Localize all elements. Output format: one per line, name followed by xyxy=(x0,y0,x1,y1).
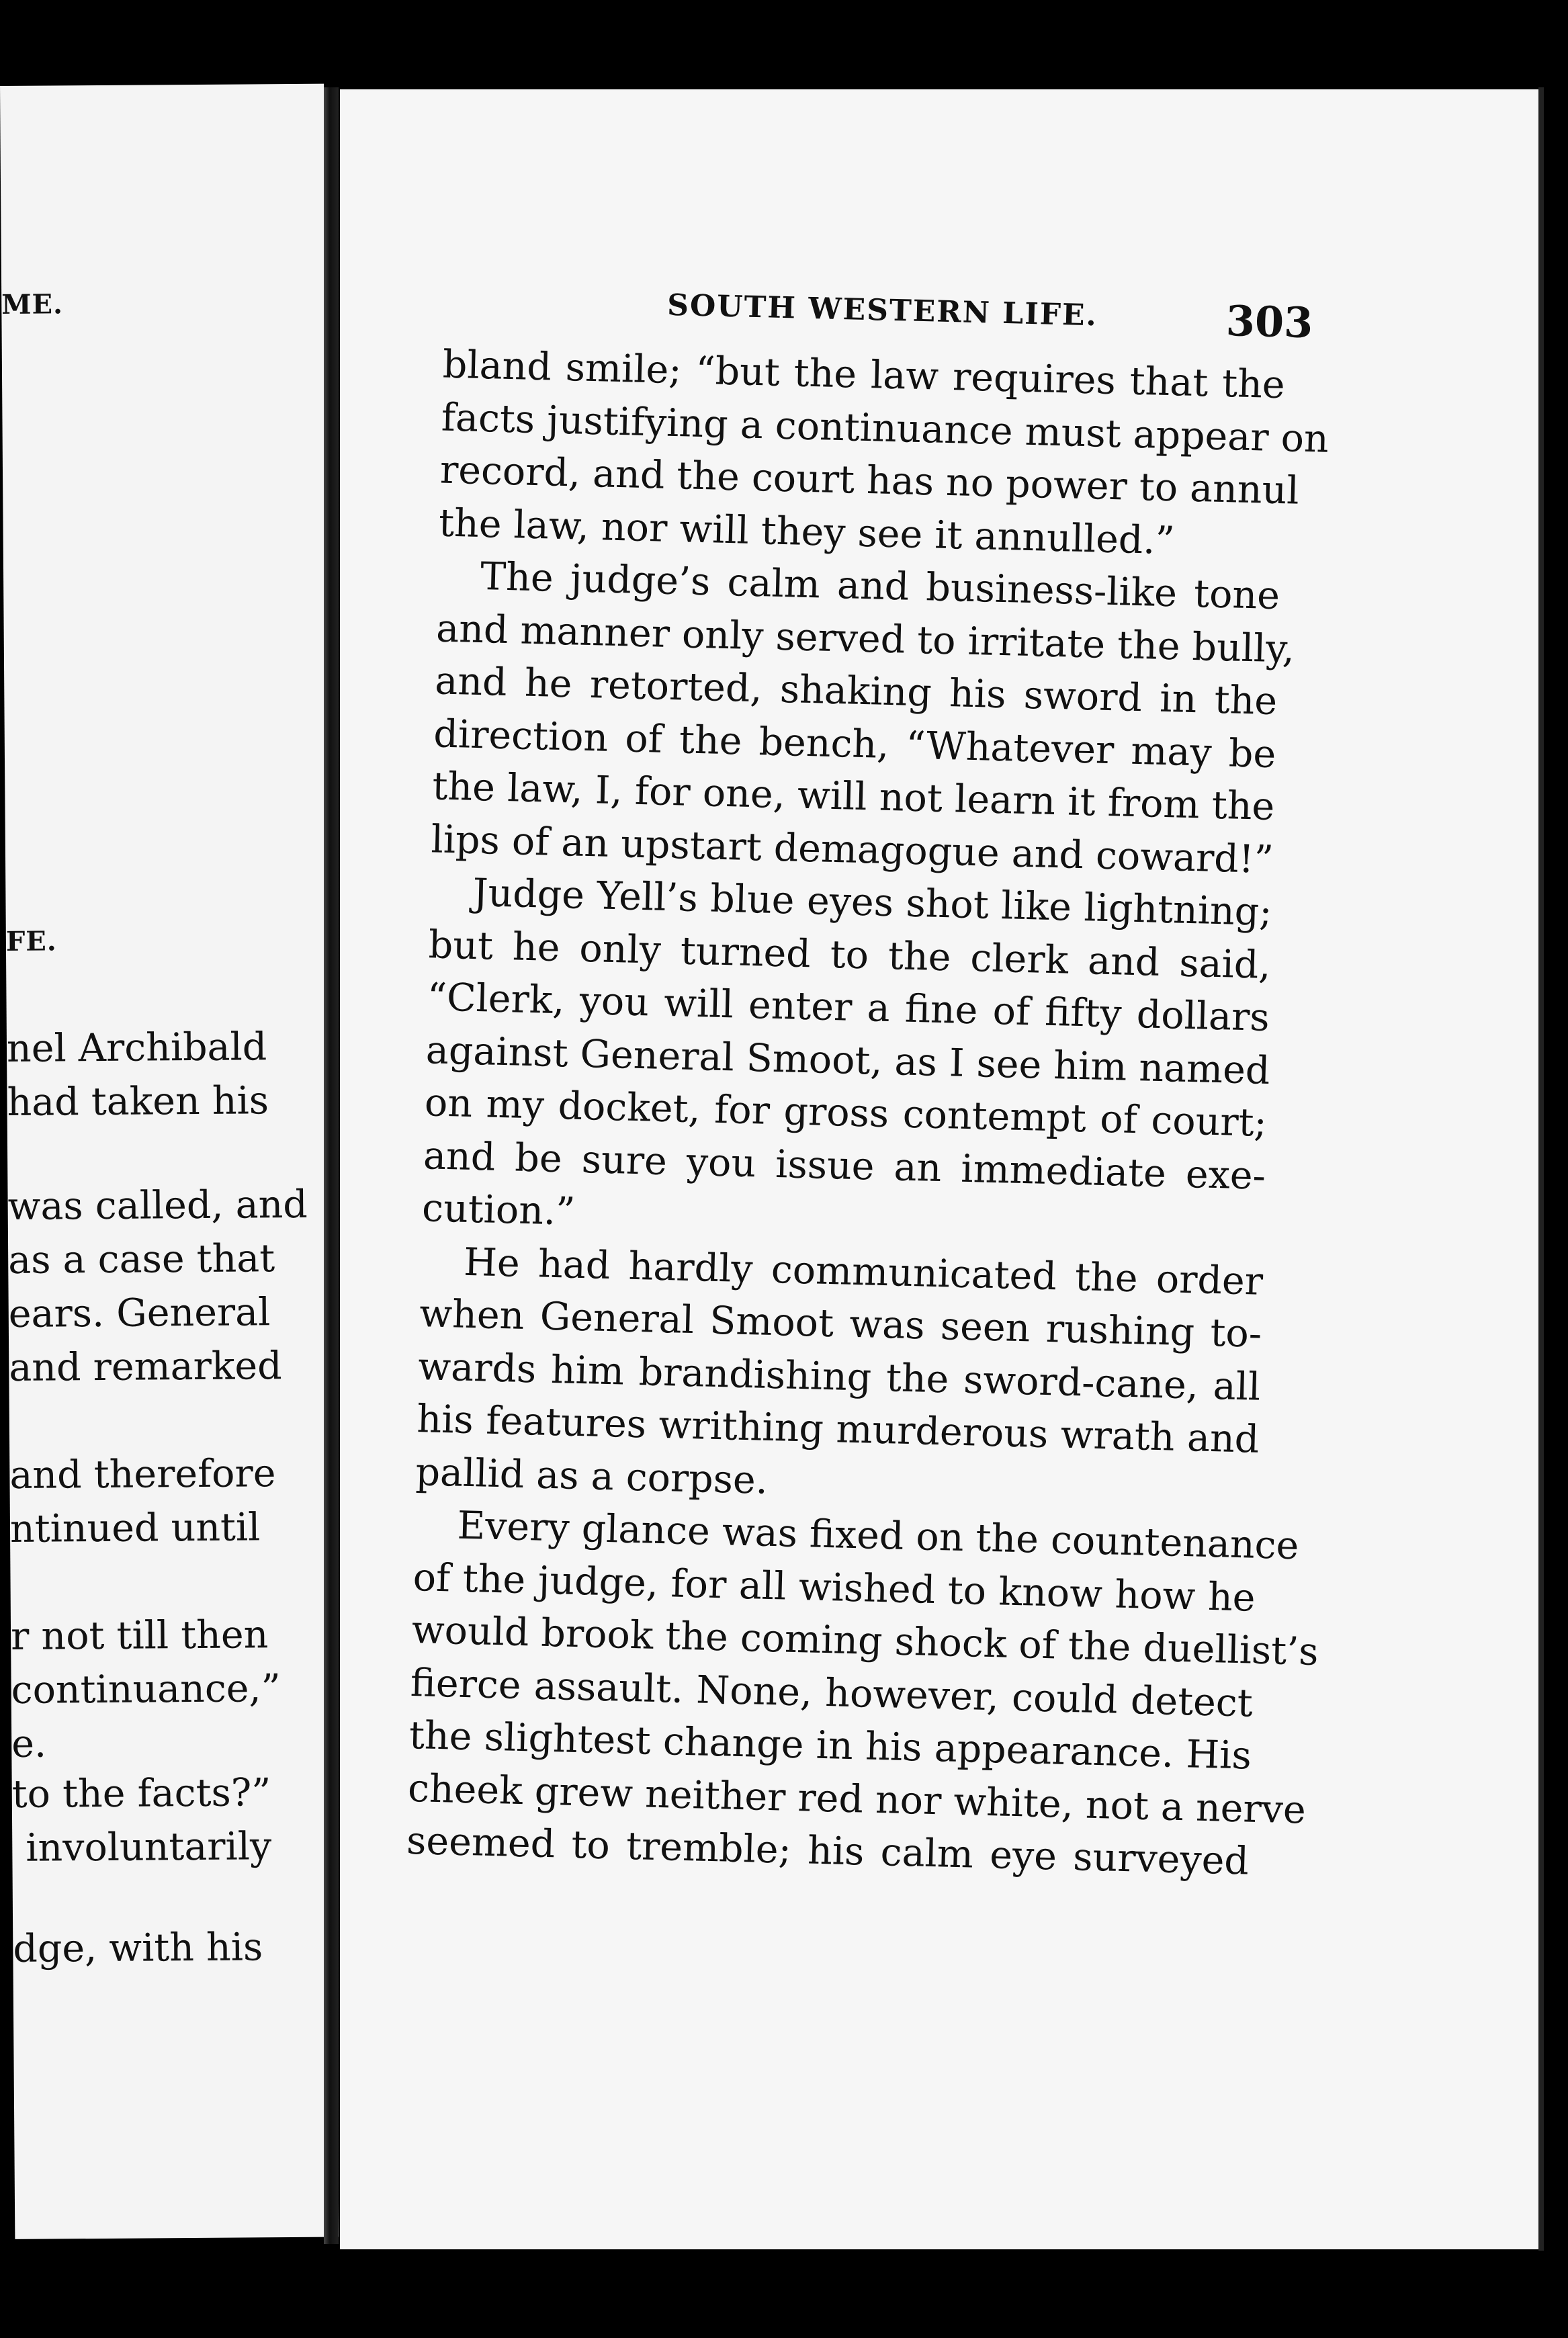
left-text-line: r not till then xyxy=(10,1612,269,1659)
text-line: of the judge, for all wished to know how he xyxy=(412,1555,1256,1620)
running-head: SOUTH WESTERN LIFE. xyxy=(666,288,1098,333)
text-line: facts justifying a continuance must appear on xyxy=(441,395,1330,462)
left-text-line: nel Archibald xyxy=(6,1025,267,1071)
left-section-head: FE. xyxy=(5,925,57,957)
text-line: the slightest change in his appearance. His xyxy=(408,1713,1252,1778)
text-line: and be sure you issue an immediate exe- xyxy=(423,1133,1266,1199)
text-line: He had hardly communicated the order xyxy=(463,1240,1264,1304)
text-line: pallid as a corpse. xyxy=(415,1449,769,1503)
left-text-line: e. xyxy=(11,1721,47,1766)
text-line: cution.” xyxy=(421,1186,576,1234)
page-edge-shadow xyxy=(1538,87,1544,2251)
left-text-line: as a case that xyxy=(7,1236,275,1283)
left-text-line: ears. General xyxy=(8,1290,271,1336)
text-line: record, and the court has no power to annul xyxy=(439,447,1300,513)
left-text-line: continuance,” xyxy=(11,1666,281,1713)
text-line: The judge’s calm and business-like tone xyxy=(480,554,1280,619)
left-text-line: and remarked xyxy=(9,1344,282,1390)
text-line: and he retorted, shaking his sword in the xyxy=(434,658,1278,724)
text-line: Judge Yell’s blue eyes shot like lightning; xyxy=(472,870,1273,935)
text-line: on my docket, for gross contempt of court; xyxy=(424,1080,1268,1145)
text-line: bland smile; “but the law requires that the xyxy=(442,342,1286,408)
text-line: cheek grew neither red nor white, not a nerve xyxy=(407,1766,1307,1833)
text-line: direction of the bench, “Whatever may be xyxy=(433,711,1276,777)
right-page xyxy=(340,89,1538,2249)
text-line: lips of an upstart demagogue and coward!” xyxy=(430,816,1274,882)
left-text-line: had taken his xyxy=(7,1078,269,1125)
left-text-line: and therefore xyxy=(9,1451,276,1498)
text-line: “Clerk, you will enter a fine of fifty dollars xyxy=(427,975,1270,1040)
text-line: and manner only served to irritate the bully, xyxy=(435,605,1295,672)
text-line: fierce assault. None, however, could detect xyxy=(410,1660,1254,1726)
left-text-line: involuntarily xyxy=(26,1824,272,1870)
text-line: Every glance was fixed on the countenance xyxy=(456,1503,1300,1569)
left-text-line: ntinued until xyxy=(9,1505,261,1551)
text-line: seemed to tremble; his calm eye surveyed xyxy=(406,1818,1250,1884)
page-number: 303 xyxy=(1225,296,1314,348)
text-line: his features writhing murderous wrath and xyxy=(416,1397,1260,1462)
left-text-line: was called, and xyxy=(7,1182,308,1229)
text-line: but he only turned to the clerk and said, xyxy=(428,922,1272,988)
left-text-line: dge, with his xyxy=(13,1925,263,1971)
text-line: the law, I, for one, will not learn it from the xyxy=(431,764,1276,830)
text-line: would brook the coming shock of the duellist’s xyxy=(411,1608,1319,1674)
left-page xyxy=(0,84,339,2239)
left-running-head: ME. xyxy=(1,288,64,320)
left-text-line: to the facts?” xyxy=(11,1770,271,1817)
book-spine xyxy=(324,87,339,2244)
text-line: against General Smoot, as I see him named xyxy=(425,1027,1271,1093)
text-line: the law, nor will they see it annulled.” xyxy=(438,501,1176,563)
text-line: wards him brandishing the sword-cane, all xyxy=(417,1344,1261,1410)
text-line: when General Smoot was seen rushing to- xyxy=(419,1291,1262,1356)
